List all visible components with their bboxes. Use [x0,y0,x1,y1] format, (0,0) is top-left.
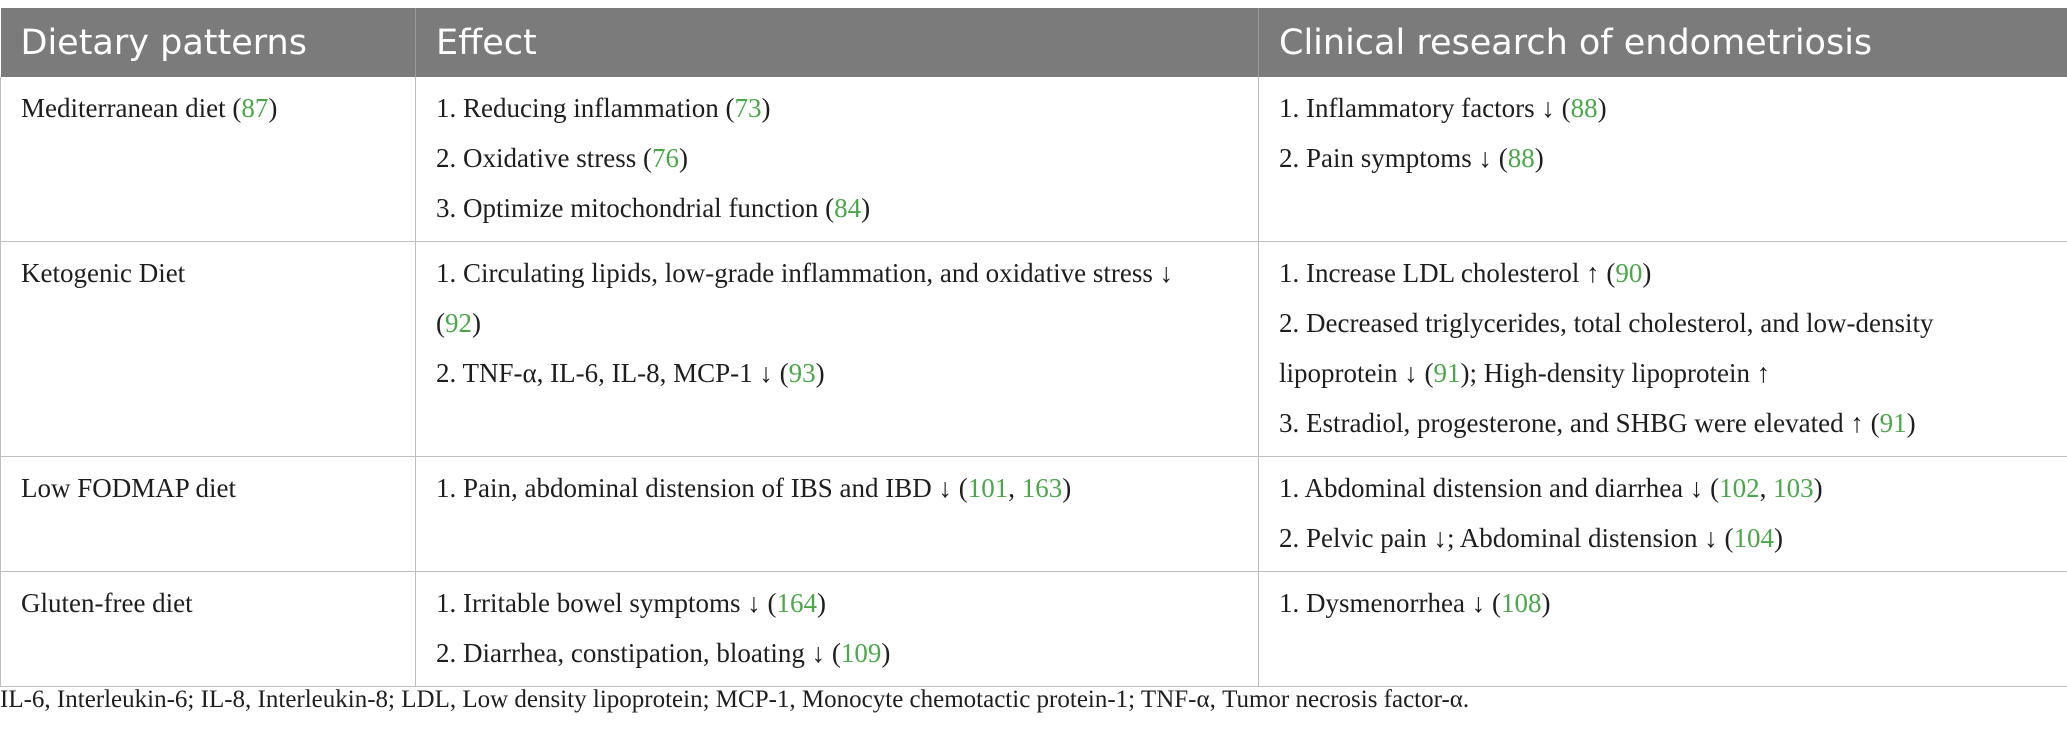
pattern-cell [1,77,416,242]
cell-text: ) [881,638,891,668]
cell-text: ) [268,93,278,123]
reference-link[interactable]: 73 [734,93,762,123]
reference-link[interactable]: 108 [1500,588,1542,618]
cell-line [1279,398,2047,448]
cell-text: 1. Reducing inflammation ( [436,93,735,123]
cell-line [1279,133,2047,183]
ref-separator: , [1008,473,1022,503]
reference-link[interactable]: 103 [1773,473,1814,503]
clinical-cell [1259,242,2067,457]
reference-link[interactable]: 102 [1719,473,1760,503]
cell-line [1279,83,2047,133]
table-footnote: IL-6, Interleukin-6; IL-8, Interleukin-8; LDL, Low density lipoprotein; MCP-1, Monocyte chemotactic protein-1; TNF-α, Tumor necrosis factor-α. [0,686,1470,713]
diet-name: Mediterranean diet ( [21,93,242,123]
reference-link[interactable]: 109 [840,638,882,668]
reference-link[interactable]: 104 [1733,523,1774,553]
cell-line [436,298,1238,348]
effect-cell [416,77,1259,242]
reference-link[interactable]: 76 [651,143,679,173]
ref-separator: , [1759,473,1774,503]
reference-link[interactable]: 88 [1570,93,1598,123]
clinical-cell [1259,77,2067,242]
pattern-cell [1,242,416,457]
cell-text: 2. Pelvic pain ↓; Abdominal distension ↓ ( [1279,523,1734,553]
cell-text: 1. Increase LDL cholesterol ↑ ( [1279,258,1616,288]
cell-text: 1. Abdominal distension and diarrhea ↓ ( [1279,473,1720,503]
cell-text: ) [1813,473,1823,503]
cell-text: ) [1906,408,1916,438]
cell-text: 1. Dysmenorrhea ↓ ( [1279,588,1501,618]
cell-line [436,348,1238,398]
reference-link[interactable]: 84 [834,193,862,223]
table-row [1,457,2067,572]
header-row [1,8,2067,77]
cell-text: 1. Irritable bowel symptoms ↓ ( [436,588,777,618]
cell-text: 1. Inflammatory factors ↓ ( [1279,93,1571,123]
cell-line [1279,298,2047,348]
cell-text: ); High-density lipoprotein ↑ [1460,358,1771,388]
cell-text: ) [861,193,871,223]
cell-line [1279,513,2047,563]
pattern-cell [1,457,416,572]
diet-name: Low FODMAP diet [21,473,237,503]
cell-text: ) [816,588,826,618]
cell-text: 2. Diarrhea, constipation, bloating ↓ ( [436,638,841,668]
table-body [1,77,2067,687]
table-row [1,572,2067,687]
cell-line [1279,463,2047,513]
clinical-cell [1259,572,2067,687]
table-row [1,77,2067,242]
cell-text: 2. Decreased triglycerides, total cholesterol, and low-density [1279,308,1934,338]
cell-text: ) [472,308,481,338]
cell-text: 3. Estradiol, progesterone, and SHBG were elevated ↑ ( [1279,408,1880,438]
cell-text: 1. Pain, abdominal distension of IBS and IBD ↓ ( [436,473,968,503]
cell-line [436,133,1238,183]
cell-text: 3. Optimize mitochondrial function ( [436,193,835,223]
clinical-cell [1259,457,2067,572]
cell-text: ) [1642,258,1652,288]
reference-link[interactable]: 87 [241,93,269,123]
effect-cell [416,242,1259,457]
reference-link[interactable]: 92 [445,308,472,338]
effect-cell [416,572,1259,687]
diet-name: Gluten-free diet [21,588,193,618]
cell-line [1279,578,2047,628]
table-row [1,242,2067,457]
cell-text: 2. Pain symptoms ↓ ( [1279,143,1508,173]
cell-text: 1. Circulating lipids, low-grade inflammation, and oxidative stress ↓ [436,258,1174,288]
cell-text: 2. TNF-α, IL-6, IL-8, MCP-1 ↓ ( [436,358,789,388]
header-clinical-research: Clinical research of endometriosis [1259,8,2067,77]
cell-text: ) [1541,588,1551,618]
cell-text: ( [436,308,445,338]
cell-line [1279,348,2047,398]
cell-text: ) [761,93,771,123]
cell-text: ) [1773,523,1783,553]
header-effect: Effect [416,8,1259,77]
cell-line [436,628,1238,678]
header-dietary-patterns: Dietary patterns [1,8,416,77]
cell-line [436,463,1238,513]
cell-line [1279,248,2047,298]
reference-link[interactable]: 93 [788,358,816,388]
effect-cell [416,457,1259,572]
cell-line [436,248,1238,298]
cell-text: ) [1534,143,1544,173]
table-header [1,8,2067,77]
diet-name: Ketogenic Diet [21,258,186,288]
cell-text: 2. Oxidative stress ( [436,143,652,173]
cell-line [436,83,1238,133]
reference-link[interactable]: 163 [1021,473,1063,503]
cell-text: ) [815,358,825,388]
cell-text: ) [1597,93,1607,123]
diet-table [0,8,2067,687]
cell-text: ) [1062,473,1072,503]
reference-link[interactable]: 101 [967,473,1009,503]
reference-link[interactable]: 90 [1615,258,1643,288]
pattern-cell [1,572,416,687]
reference-link[interactable]: 91 [1433,358,1461,388]
cell-line [436,183,1238,233]
reference-link[interactable]: 164 [776,588,817,618]
cell-text: lipoprotein ↓ ( [1279,358,1434,388]
cell-text: ) [678,143,688,173]
reference-link[interactable]: 91 [1879,408,1907,438]
reference-link[interactable]: 88 [1507,143,1535,173]
cell-line [436,578,1238,628]
